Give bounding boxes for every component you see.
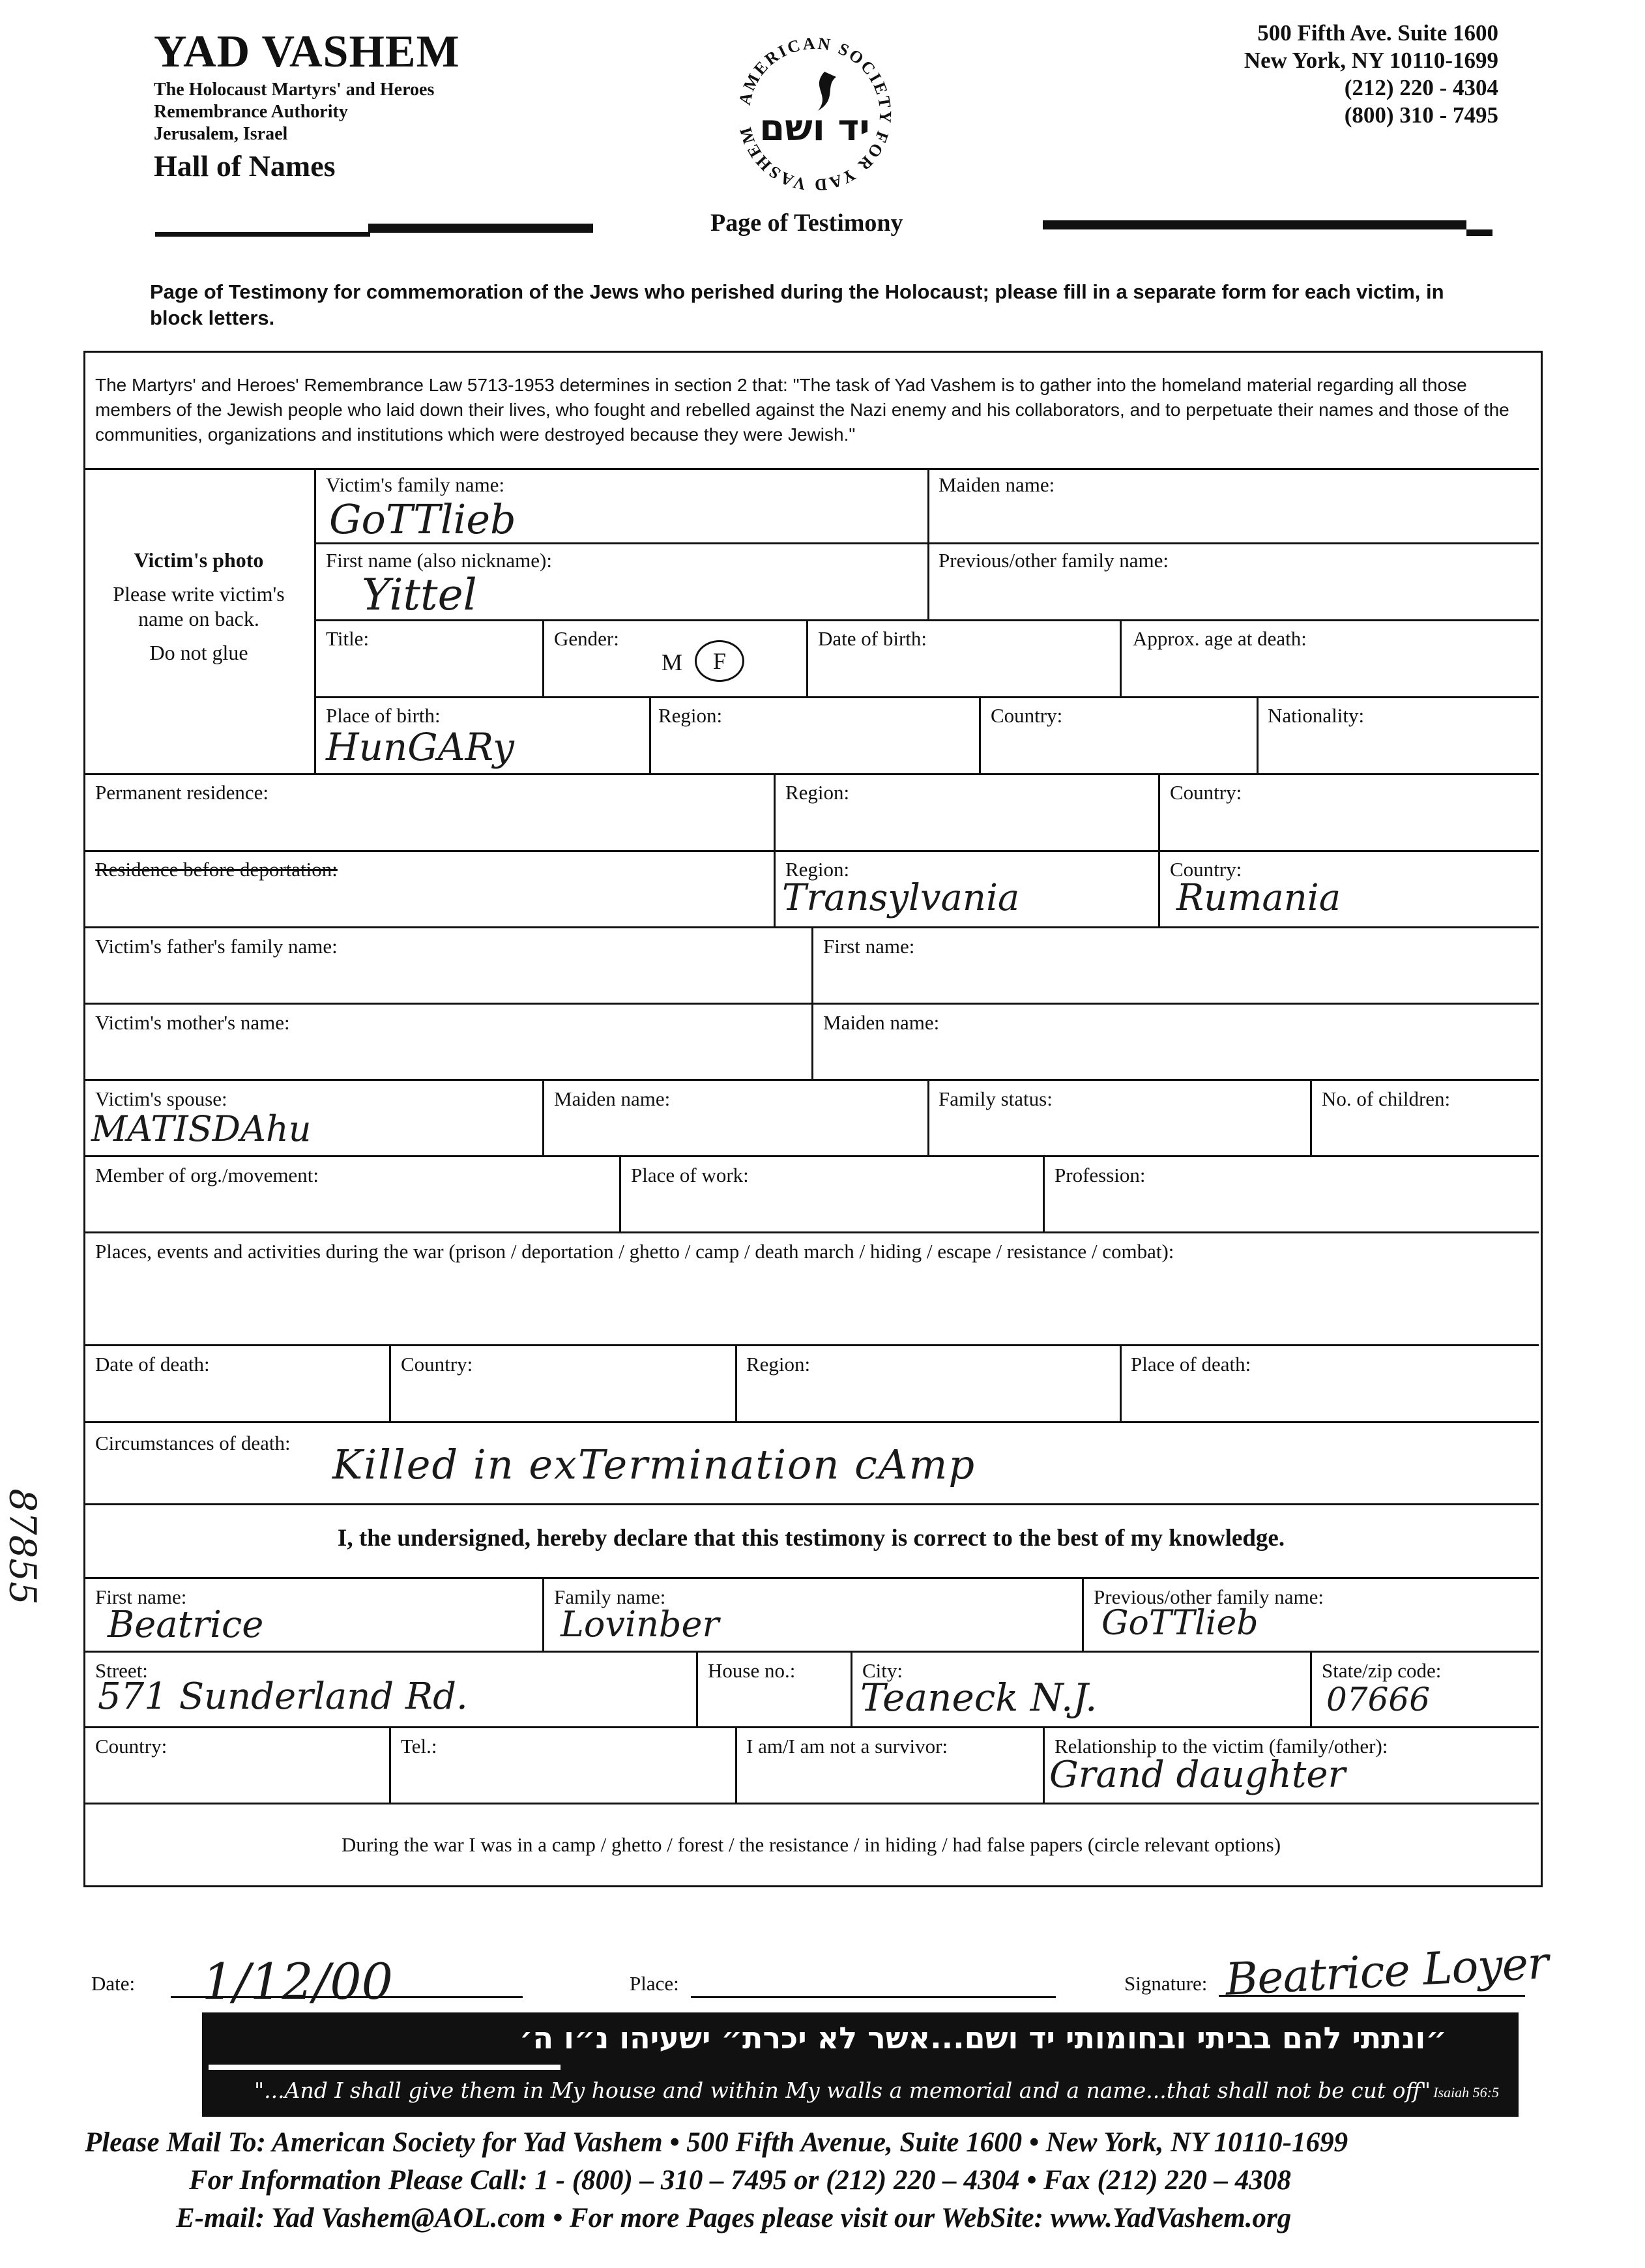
rule [806, 619, 808, 696]
label-submitter-previous-family-name: Previous/other family name: [1094, 1585, 1324, 1608]
rule [83, 1155, 1539, 1157]
label-date: Date: [91, 1972, 136, 1995]
photo-line-1: Please write victim's [113, 582, 285, 606]
label-places-events: Places, events and activities during the war (prison / deportation / ghetto / camp / death march / hiding / escape / resistance / combat): [95, 1240, 1174, 1263]
hebrew-quote: ״ונתתי להם בביתי ובחומותי יד ושם...אשר לא יכרת״ ישעיהו נ״ו ה׳ [519, 2020, 1447, 2055]
label-place: Place: [630, 1972, 679, 1995]
rule [1120, 619, 1122, 696]
victim-deportation-region: Transylvania [782, 877, 1020, 919]
rule [1310, 1079, 1312, 1155]
address-line-2: New York, NY 10110-1699 [1244, 48, 1498, 73]
label-country-permanent: Country: [1170, 781, 1242, 804]
label-submitter-country: Country: [95, 1735, 167, 1758]
rule [83, 1231, 1539, 1233]
label-spouse-maiden-name: Maiden name: [554, 1087, 671, 1110]
photo-line-3: Do not glue [149, 641, 248, 664]
victim-circumstances: Killed in exTermination cAmp [332, 1441, 976, 1488]
label-approx-age: Approx. age at death: [1133, 627, 1307, 650]
photo-title: Victim's photo [134, 548, 264, 572]
label-country-birth: Country: [991, 704, 1063, 727]
rule [979, 696, 981, 773]
margin-number: 87855 [1, 1488, 44, 1605]
flame-icon [818, 72, 836, 111]
rule [542, 1577, 544, 1651]
label-permanent-residence: Permanent residence: [95, 781, 269, 804]
quote-banner [202, 2012, 1519, 2117]
address-block [1244, 20, 1498, 129]
label-circumstances: Circumstances of death: [95, 1432, 291, 1454]
header-rule-left [155, 232, 370, 237]
submitter-relationship: Grand daughter [1049, 1754, 1346, 1796]
submitter-street: 571 Sunderland Rd. [98, 1675, 468, 1718]
seal [727, 26, 903, 202]
submission-date: 1/12/00 [202, 1952, 393, 2010]
victim-first-name: Yittel [362, 570, 477, 620]
rule [389, 1344, 391, 1421]
rule [83, 1651, 1539, 1653]
photo-line-2: name on back. [138, 607, 259, 630]
label-tel: Tel.: [401, 1735, 437, 1758]
rule [1120, 1344, 1122, 1421]
label-mothers-name: Victim's mother's name: [95, 1011, 290, 1034]
rule [389, 1726, 391, 1803]
submitter-zip: 07666 [1326, 1681, 1431, 1718]
label-signature: Signature: [1124, 1972, 1208, 1995]
label-submitter-family-name: Family name: [554, 1585, 666, 1608]
org-line-1: The Holocaust Martyrs' and Heroes [154, 80, 435, 100]
rule [314, 696, 1539, 698]
declaration: I, the undersigned, hereby declare that this testimony is correct to the best of my knowledge. [337, 1525, 1285, 1552]
seal-graphic [727, 26, 903, 202]
signature-line [1219, 1995, 1525, 1997]
seal-hebrew: יד ושם [759, 107, 870, 149]
rule [83, 1803, 1539, 1804]
rule [542, 619, 544, 696]
label-maiden-name: Maiden name: [939, 473, 1055, 496]
victim-spouse: MATISDAhu [91, 1108, 312, 1149]
victim-place-of-birth: HunGARy [326, 725, 514, 769]
place-line [691, 1996, 1056, 1998]
label-family-status: Family status: [939, 1087, 1053, 1110]
rule [83, 468, 1539, 470]
rule [314, 619, 1539, 621]
label-profession: Profession: [1055, 1164, 1146, 1186]
rule [735, 1726, 737, 1803]
label-mother-maiden-name: Maiden name: [823, 1011, 940, 1034]
rule [649, 696, 651, 773]
rule [619, 1155, 621, 1231]
label-no-of-children: No. of children: [1322, 1087, 1451, 1110]
rule [696, 1651, 698, 1726]
quote-reference: Isaiah 56:5 [1433, 2084, 1499, 2100]
label-place-of-death: Place of death: [1131, 1353, 1251, 1376]
header-rule-right-2 [1466, 229, 1492, 236]
submitter-first-name: Beatrice [108, 1604, 264, 1646]
submitter-previous-family-name: GoTTlieb [1101, 1604, 1259, 1643]
label-spouse: Victim's spouse: [95, 1087, 227, 1110]
rule [542, 1079, 544, 1155]
rule [83, 773, 1539, 775]
rule [83, 1577, 1539, 1579]
label-region-deportation: Region: [785, 858, 850, 881]
war-options: During the war I was in a camp / ghetto / forest / the resistance / in hiding / had false papers (circle relevant options) [341, 1833, 1281, 1856]
rule [1310, 1651, 1312, 1726]
org-line-4: Hall of Names [154, 149, 336, 183]
label-date-of-death: Date of death: [95, 1353, 210, 1376]
label-previous-family-name: Previous/other family name: [939, 549, 1169, 572]
rule [735, 1344, 737, 1421]
phone-1: (212) 220 - 4304 [1344, 75, 1498, 100]
signature: Beatrice Loyer [1224, 1937, 1550, 2006]
victim-photo-area [85, 548, 312, 665]
rule [927, 1079, 929, 1155]
rule [314, 468, 316, 773]
rule [851, 1651, 852, 1726]
rule [1257, 696, 1259, 773]
victim-deportation-country: Rumania [1176, 877, 1341, 919]
label-nationality: Nationality: [1268, 704, 1365, 727]
label-survivor: I am/I am not a survivor: [746, 1735, 948, 1758]
label-state-zip: State/zip code: [1322, 1659, 1442, 1682]
law-text: The Martyrs' and Heroes' Remembrance Law 5713-1953 determines in section 2 that: "The task of Yad Vashem is to gather into the homeland material regarding all those members of the Jewish people who laid down their lives, who fought and rebelled against the Nazi enemy and his collaborators, and to perpetuate their names and those of the communities, organizations and institutions which were destroyed because they were Jewish." [95, 375, 1509, 445]
rule [1043, 1155, 1045, 1231]
header-rule-right [1043, 220, 1466, 229]
org-line-3: Jerusalem, Israel [154, 124, 288, 144]
rule [83, 1503, 1539, 1505]
rule [811, 926, 813, 1079]
rule [927, 468, 929, 619]
quote-underline [209, 2065, 560, 2070]
label-country-death: Country: [401, 1353, 473, 1376]
english-quote: "...And I shall give them in My house and within My walls a memorial and a name...that shall not be cut off" [254, 2078, 1431, 2103]
intro-text: Page of Testimony for commemoration of the Jews who perished during the Holocaust; please fill in a separate form for each victim, in block letters. [150, 280, 1444, 329]
label-region-birth: Region: [658, 704, 723, 727]
label-region-death: Region: [746, 1353, 811, 1376]
rule [83, 1421, 1539, 1423]
call-line: For Information Please Call: 1 - (800) – 310 – 7495 or (212) 220 – 4304 • Fax (212) 220 – 4308 [189, 2165, 1291, 2196]
header-rule-left-2 [368, 224, 593, 233]
label-country-deportation: Country: [1170, 858, 1242, 881]
label-member-of-org: Member of org./movement: [95, 1164, 319, 1186]
label-place-of-work: Place of work: [631, 1164, 749, 1186]
label-date-of-birth: Date of birth: [818, 627, 927, 650]
rule [1043, 1726, 1045, 1803]
label-house-no: House no.: [708, 1659, 796, 1682]
label-father-first-name: First name: [823, 935, 915, 958]
org-line-2: Remembrance Authority [154, 102, 348, 122]
rule [83, 1079, 1539, 1081]
label-gender: Gender: [554, 627, 619, 650]
submitter-family-name: Lovinber [560, 1604, 720, 1645]
date-line [171, 1996, 523, 1998]
address-line-1: 500 Fifth Ave. Suite 1600 [1257, 20, 1498, 46]
label-region-permanent: Region: [785, 781, 850, 804]
phone-2: (800) 310 - 7495 [1344, 102, 1498, 128]
label-submitter-first-name: First name: [95, 1585, 187, 1608]
label-relationship: Relationship to the victim (family/other): [1055, 1735, 1388, 1758]
label-first-name: First name (also nickname): [326, 549, 552, 572]
label-residence-before-deportation: Residence before deportation: [95, 858, 338, 881]
label-city: City: [862, 1659, 903, 1682]
rule [1082, 1577, 1084, 1651]
mail-line: Please Mail To: American Society for Yad Vashem • 500 Fifth Avenue, Suite 1600 • New York, NY 10110-1699 [85, 2127, 1348, 2158]
seal-text: AMERICAN SOCIETY FOR YAD VASHEM [735, 33, 895, 195]
rule [1158, 773, 1160, 926]
submitter-city: Teaneck N.J. [860, 1675, 1098, 1720]
rule [83, 1726, 1539, 1728]
org-name: YAD VASHEM [154, 27, 460, 77]
gender-option-m: M [662, 649, 683, 675]
rule [774, 773, 776, 926]
label-title: Title: [326, 627, 370, 650]
label-place-of-birth: Place of birth: [326, 704, 441, 727]
label-fathers-family-name: Victim's father's family name: [95, 935, 338, 958]
email-line: E-mail: Yad Vashem@AOL.com • For more Pages please visit our WebSite: www.YadVashem.org [176, 2203, 1292, 2233]
form-title: Page of Testimony [710, 209, 903, 237]
rule [83, 850, 1539, 852]
rule [83, 1344, 1539, 1346]
victim-family-name: GoTTlieb [329, 495, 516, 543]
gender-option-f-circled: F [695, 640, 744, 682]
label-street: Street: [95, 1659, 148, 1682]
label-family-name: Victim's family name: [326, 473, 505, 496]
